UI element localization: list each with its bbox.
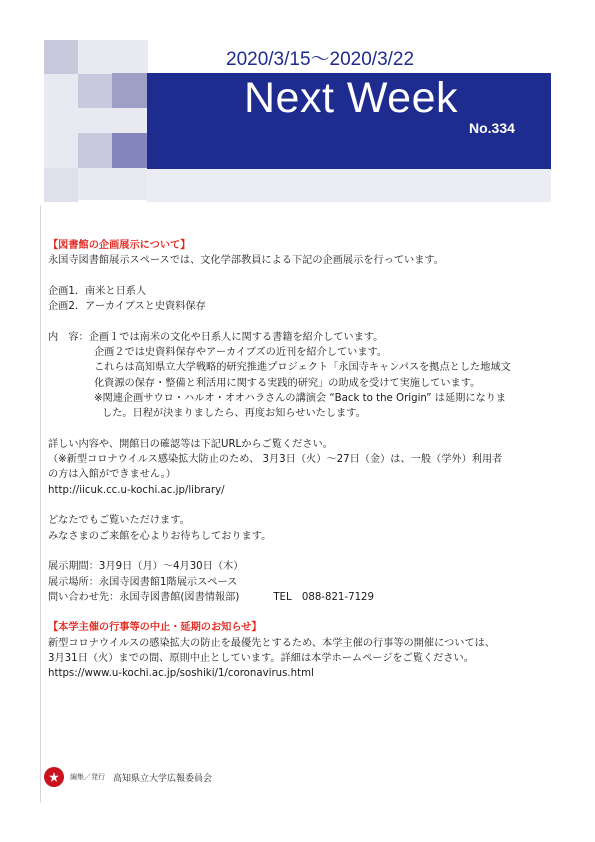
contact-tel: TEL 088-821-7129 xyxy=(273,591,375,603)
footer-label: 編集／発行 xyxy=(70,773,105,781)
masthead xyxy=(0,0,595,210)
decor-square xyxy=(112,133,147,168)
exhibit-item: 企画2．アーカイブスと史資料保存 xyxy=(48,301,206,313)
exhibit-period: 展示期間：3月9日（月）～4月30日（木） xyxy=(48,561,244,573)
details-line: （※新型コロナウイルス感染拡大防止のため、 3月3日（火）～27日（金）は、一般（学外）利用者 xyxy=(48,454,503,466)
margin-rule xyxy=(40,205,41,803)
notice-line: 3月31日（火）までの間、原則中止としています。詳細は本学ホームページをご覧ください。 xyxy=(48,653,474,665)
footer-publisher: 高知県立大学広報委員会 xyxy=(113,773,213,784)
contact-line xyxy=(48,590,568,605)
details-line: の方は入館ができません。） xyxy=(48,469,176,481)
exhibit-item: 企画1．南米と日系人 xyxy=(48,285,147,297)
decor-square xyxy=(44,40,78,74)
content-line: ※関連企画サウロ・ハルオ・オオハラさんの講演会 “Back to the Origin” は延期になりま xyxy=(94,392,507,404)
content-line: した。日程が決まりましたら、再度お知らせいたします。 xyxy=(102,408,366,420)
contact-name: 問い合わせ先：永国寺図書館(図書情報部) xyxy=(48,591,240,603)
decor-square xyxy=(78,133,112,168)
decor-square xyxy=(112,73,147,108)
paragraph: 永国寺図書館展示スペースでは、文化学部教員による下記の企画展示を行っています。 xyxy=(48,255,444,267)
welcome-line: どなたでもご覧いただけます。 xyxy=(48,515,190,527)
notice-line: 新型コロナウイルスの感染拡大の防止を最優先とするため、本学主催の行事等の開催については、 xyxy=(48,637,496,649)
date-range: 2020/3/15～2020/3/22 xyxy=(226,49,415,70)
library-url[interactable]: http://iicuk.cc.u-kochi.ac.jp/library/ xyxy=(48,484,225,496)
issue-number: No.334 xyxy=(469,120,515,136)
content-line: 化資源の保存・整備と利活用に関する実践的研究」の助成を受けて実施しています。 xyxy=(94,377,481,389)
content-line: 企画２では史資料保存やアーカイブズの近刊を紹介しています。 xyxy=(94,347,388,359)
notice-url[interactable]: https://www.u-kochi.ac.jp/soshiki/1/coronavirus.html xyxy=(48,668,314,680)
university-seal-icon xyxy=(44,767,64,787)
decor-square xyxy=(44,168,78,202)
section-heading: 【本学主催の行事等の中止・延期のお知らせ】 xyxy=(48,622,262,634)
details-line: 詳しい内容や、開館日の確認等は下記URLからご覧ください。 xyxy=(48,438,333,450)
article-body xyxy=(48,238,568,682)
section-heading: 【図書館の企画展示について】 xyxy=(48,240,191,251)
content-line: これらは高知県立大学戦略的研究推進プロジェクト「永国寺キャンパスを拠点とした地域文 xyxy=(94,362,511,374)
exhibit-place: 展示場所：永国寺図書館1階展示スペース xyxy=(48,576,238,588)
welcome-line: みなさまのご来館を心よりお待ちしております。 xyxy=(48,530,272,542)
decor-square xyxy=(147,168,551,202)
page-title: Next Week xyxy=(244,74,458,122)
content-line: 内 容：企画１では南米の文化や日系人に関する書籍を紹介しています。 xyxy=(48,331,384,343)
footer xyxy=(44,766,212,788)
decor-square xyxy=(78,74,112,108)
